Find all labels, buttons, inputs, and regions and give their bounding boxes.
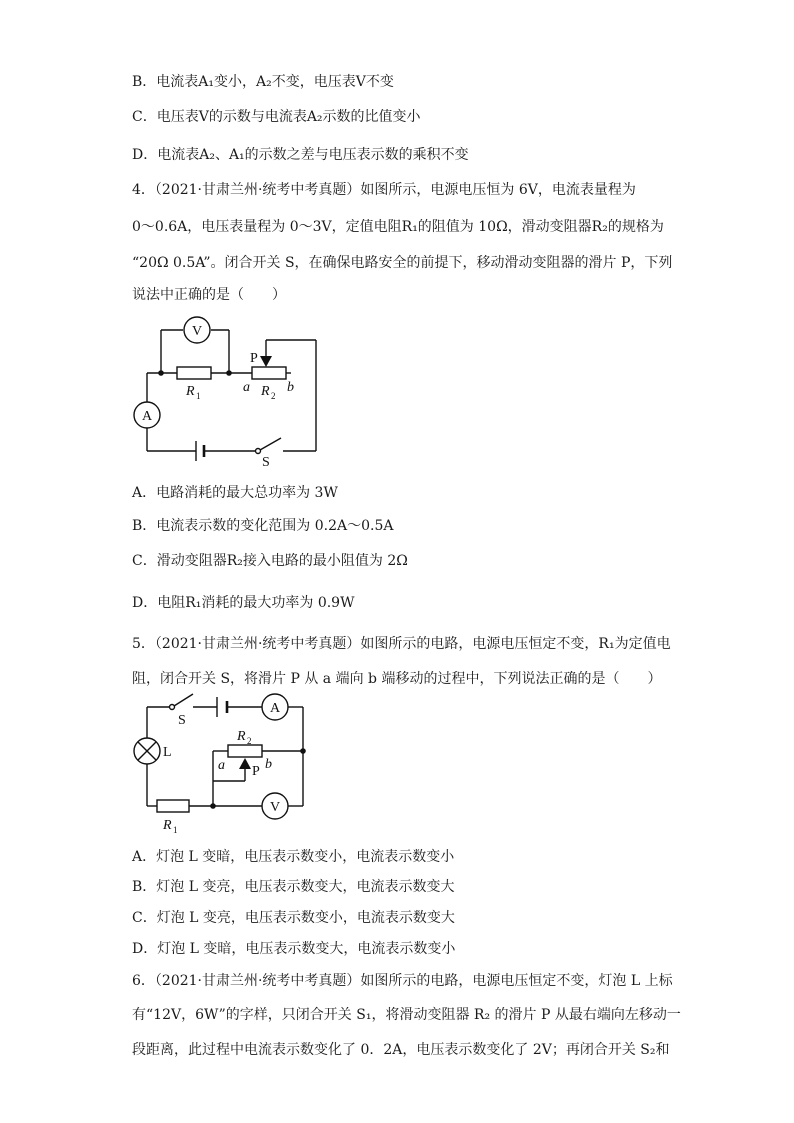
q5-ammeter-label: A bbox=[270, 701, 281, 716]
q4-r2-subscript: 2 bbox=[271, 391, 276, 401]
q4-voltmeter-label: V bbox=[192, 324, 203, 339]
q3-option-b: B．电流表A₁变小，A₂不变，电压表V不变 bbox=[132, 74, 394, 90]
q4-stem-line-3: “20Ω 0.5A”。闭合开关 S，在确保电路安全的前提下，移动滑动变阻器的滑片 P，下列 bbox=[132, 255, 673, 271]
q3-option-d: D．电流表A₂、A₁的示数之差与电压表示数的乘积不变 bbox=[132, 147, 469, 163]
q6-stem-line-3: 段距离，此过程中电流表示数变化了 0．2A，电压表示数变化了 2V；再闭合开关 S₂和 bbox=[132, 1042, 670, 1058]
q5-a-label: a bbox=[218, 758, 225, 773]
q5-resistor-r1 bbox=[157, 800, 189, 812]
q5-b-label: b bbox=[265, 757, 272, 772]
q5-r2-subscript: 2 bbox=[247, 736, 252, 746]
q5-junction-right bbox=[300, 748, 306, 754]
q5-junction-bottom bbox=[210, 803, 216, 809]
q6-stem-line-1: 6．（2021·甘肃兰州·统考中考真题）如图所示的电路，电源电压恒定不变，灯泡 L 上标 bbox=[132, 973, 673, 989]
q5-rheostat-r2 bbox=[228, 745, 262, 757]
q4-stem-line-2: 0～0.6A，电压表量程为 0～3V，定值电阻R₁的阻值为 10Ω，滑动变阻器R₂的规格为 bbox=[132, 219, 664, 235]
q4-b-label: b bbox=[287, 380, 294, 395]
q5-stem-line-1: 5．（2021·甘肃兰州·统考中考真题）如图所示的电路，电源电压恒定不变，R₁为定值电 bbox=[132, 636, 671, 652]
q5-slider-label: P bbox=[252, 764, 260, 779]
q5-r1-subscript: 1 bbox=[173, 825, 178, 835]
q4-option-b: B．电流表示数的变化范围为 0.2A～0.5A bbox=[132, 518, 394, 534]
q4-stem-line-4: 说法中正确的是（ ） bbox=[132, 287, 286, 303]
q5-option-d: D．灯泡 L 变暗，电压表示数变大，电流表示数变小 bbox=[132, 941, 456, 957]
q4-option-d: D．电阻R₁消耗的最大功率为 0.9W bbox=[132, 595, 355, 611]
q5-option-c: C．灯泡 L 变亮，电压表示数变小，电流表示数变大 bbox=[132, 910, 455, 926]
q4-a-label: a bbox=[243, 380, 250, 395]
q4-r2-label: R bbox=[261, 384, 270, 399]
q4-stem-line-1: 4．（2021·甘肃兰州·统考中考真题）如图所示，电源电压恒为 6V，电流表量程为 bbox=[132, 182, 636, 198]
q4-option-a: A．电路消耗的最大总功率为 3W bbox=[132, 485, 338, 501]
q5-r2-label: R bbox=[237, 729, 246, 744]
q5-stem-line-2: 阻，闭合开关 S，将滑片 P 从 a 端向 b 端移动的过程中，下列说法正确的是（ ） bbox=[132, 671, 662, 687]
q5-switch-label: S bbox=[178, 713, 186, 728]
q5-r1-label: R bbox=[163, 818, 172, 833]
q4-r1-label: R bbox=[186, 384, 195, 399]
q3-option-c: C．电压表V的示数与电流表A₂示数的比值变小 bbox=[132, 109, 421, 125]
q5-slider-arrow bbox=[239, 758, 251, 769]
q4-option-c: C．滑动变阻器R₂接入电路的最小阻值为 2Ω bbox=[132, 553, 408, 569]
q5-switch-icon bbox=[170, 705, 175, 710]
q5-voltmeter-label: V bbox=[270, 800, 281, 815]
q4-slider-label: P bbox=[250, 351, 258, 366]
q5-option-b: B．灯泡 L 变亮，电压表示数变大，电流表示数变大 bbox=[132, 879, 455, 895]
q4-switch-label: S bbox=[262, 455, 270, 470]
q5-lamp-label: L bbox=[163, 745, 172, 760]
q4-ammeter-label: A bbox=[142, 409, 153, 424]
q4-r1-subscript: 1 bbox=[196, 391, 201, 401]
q5-option-a: A．灯泡 L 变暗，电压表示数变小，电流表示数变小 bbox=[132, 849, 455, 865]
q6-stem-line-2: 有“12V，6W”的字样，只闭合开关 S₁，将滑动变阻器 R₂ 的滑片 P 从最右端向左移动一 bbox=[132, 1007, 681, 1023]
